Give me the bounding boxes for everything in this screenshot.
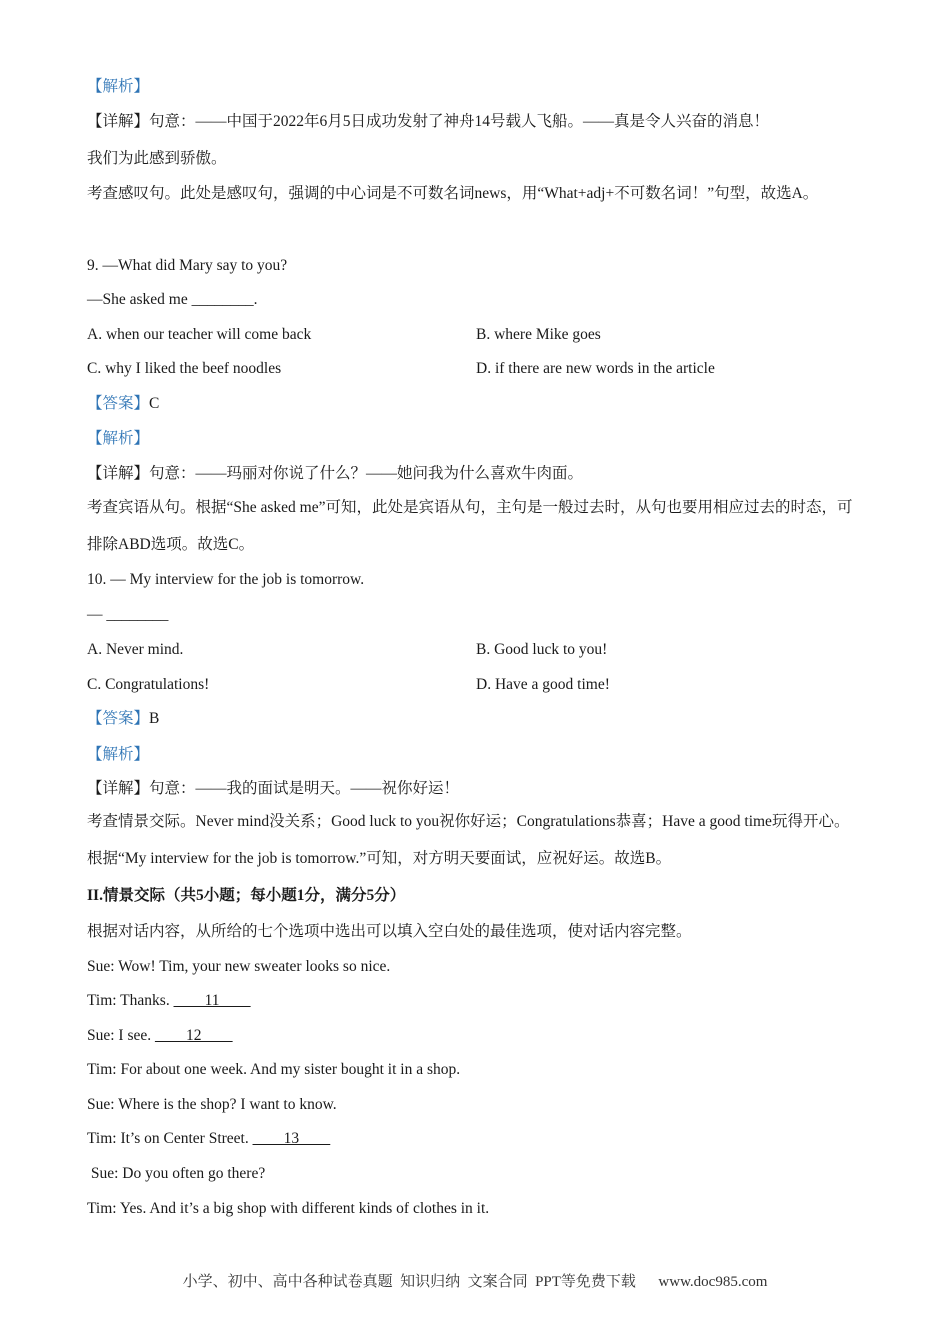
q9-option-a: A. when our teacher will come back: [87, 326, 312, 343]
dialogue-line-8: Tim: Yes. And it’s a big shop with different kinds of clothes in it.: [87, 1200, 490, 1217]
dialogue-line-7: Sue: Do you often go there?: [87, 1165, 266, 1182]
section-instruction: 根据对话内容，从所给的七个选项中选出可以填入空白处的最佳选项，使对话内容完整。: [87, 923, 692, 940]
page-footer: 小学、初中、高中各种试卷真题 知识归纳 文案合同 PPT等免费下载 www.doc985.com: [182, 1274, 768, 1290]
q8-detail-line1: 【详解】句意：——中国于2022年6月5日成功发射了神舟14号载人飞船。——真是令人兴奋的消息！: [87, 113, 770, 130]
dialogue-line-6: [87, 1129, 330, 1149]
q10-reply: — ________: [87, 606, 169, 623]
q9-explanation: 考查宾语从句。根据“She asked me”可知，此处是宾语从句，主句是一般过去时，从句也要用相应过去的时态，可排除ABD选项。故选C。: [87, 499, 853, 553]
q8-explanation: 考查感叹句。此处是感叹句，强调的中心词是不可数名词news，用“What+adj+不可数名词！”句型，故选A。: [87, 185, 819, 202]
q10-option-d: D. Have a good time!: [476, 676, 610, 693]
q10-stem: 10. — My interview for the job is tomorrow.: [87, 571, 365, 588]
q10-answer: [87, 709, 159, 729]
dialogue-line-3-text: Sue: I see.: [87, 1027, 156, 1044]
q10-explanation: 考查情景交际。Never mind没关系；Good luck to you祝你好运；Congratulations恭喜；Have a good time玩得开心。根据“My interview for the job is tomorrow.”可知，对方明天要面试，应祝好运。故选B。: [87, 813, 850, 867]
q9-reply: —She asked me ________.: [87, 291, 258, 308]
q10-analysis-tag: 【解析】: [87, 746, 150, 763]
dialogue-line-6-text: Tim: It’s on Center Street.: [87, 1130, 253, 1147]
q9-answer-value: C: [149, 395, 160, 412]
q9-answer: [87, 394, 159, 414]
dialogue-line-2: [87, 991, 251, 1011]
q10-option-b: B. Good luck to you!: [476, 641, 608, 658]
dialogue-line-1: Sue: Wow! Tim, your new sweater looks so nice.: [87, 958, 391, 975]
q10-option-c: C. Congratulations!: [87, 676, 210, 693]
blank-13: ____13____: [252, 1130, 331, 1147]
blank-12: ____12____: [155, 1027, 233, 1044]
blank-11: ____11____: [173, 992, 251, 1009]
q9-stem: 9. —What did Mary say to you?: [87, 257, 288, 274]
dialogue-line-4: Tim: For about one week. And my sister bought it in a shop.: [87, 1061, 461, 1078]
dialogue-line-3: [87, 1026, 233, 1046]
section-title: II.情景交际（共5小题；每小题1分，满分5分）: [87, 887, 406, 904]
q9-analysis-tag: 【解析】: [87, 430, 150, 447]
q10-detail: 【详解】句意：——我的面试是明天。——祝你好运！: [87, 780, 460, 797]
q9-option-d: D. if there are new words in the article: [476, 360, 715, 377]
dialogue-line-2-text: Tim: Thanks.: [87, 992, 174, 1009]
q8-detail-line2: 我们为此感到骄傲。: [87, 150, 227, 167]
q9-detail: 【详解】句意：——玛丽对你说了什么？——她问我为什么喜欢牛肉面。: [87, 465, 584, 482]
q9-option-c: C. why I liked the beef noodles: [87, 360, 282, 377]
q10-answer-tag: 【答案】: [87, 710, 150, 727]
q9-answer-tag: 【答案】: [87, 395, 150, 412]
q8-analysis-tag: 【解析】: [87, 78, 150, 95]
dialogue-line-5: Sue: Where is the shop? I want to know.: [87, 1096, 337, 1113]
q9-option-b: B. where Mike goes: [476, 326, 601, 343]
q10-answer-value: B: [149, 710, 160, 727]
q10-option-a: A. Never mind.: [87, 641, 184, 658]
